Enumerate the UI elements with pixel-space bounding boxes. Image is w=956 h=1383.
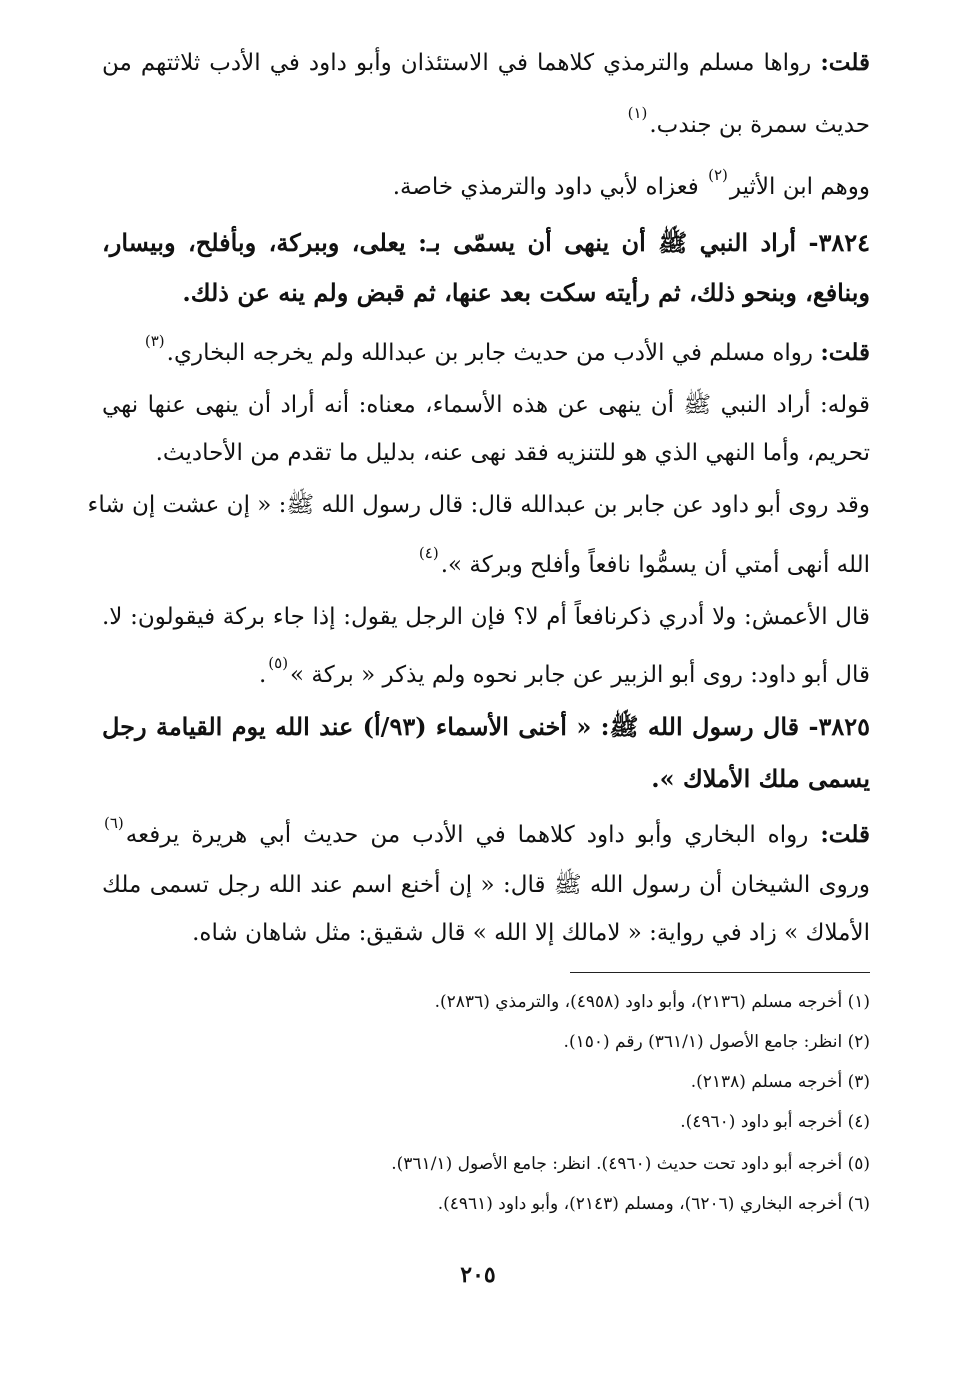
qult-label: قلت:	[820, 339, 870, 366]
hadith-3824-line-1	[102, 228, 870, 258]
body-text: الله أنهى أمتي أن يسمُّوا نافعاً وأفلح وبركة ».	[440, 552, 870, 578]
body-line-15	[102, 814, 870, 852]
footnote-separator	[570, 972, 870, 973]
body-text: وروى الشيخان أن رسول الله ﷺ قال: « إن أخنع اسم عند الله رجل تسمى ملك	[102, 872, 870, 898]
footnote-4: (٤) أخرجه أبو داود (٤٩٦٠).	[680, 1112, 870, 1132]
body-line-3	[102, 166, 870, 204]
body-text: قال أبو داود: روى أبو الزبير عن جابر نحوه ولم يذكر « بركة »	[290, 662, 870, 688]
footnote-ref: (٥)	[268, 654, 289, 672]
footnote-3: (٣) أخرجه مسلم (٢١٣٨).	[690, 1072, 870, 1092]
footnote-ref: (٢)	[708, 166, 728, 184]
footnote-2: (٢) انظر: جامع الأصول (٣٦١/١) رقم (١٥٠).	[563, 1032, 870, 1052]
hadith-text: يسمى ملك الأملاك ».	[651, 764, 870, 793]
body-text: حديث سمرة بن جندب.	[649, 112, 870, 138]
body-text: ووهم ابن الأثير	[729, 174, 870, 200]
body-text: رواه مسلم في الأدب من حديث جابر بن عبدالله ولم يخرجه البخاري.	[166, 340, 821, 366]
body-line-7	[102, 390, 870, 420]
body-line-16	[102, 870, 870, 900]
body-line-10	[102, 544, 870, 582]
body-line-8	[102, 438, 870, 468]
body-line-17	[102, 918, 870, 948]
body-text: فعزاه لأبي داود والترمذي خاصة.	[392, 174, 707, 200]
hadith-3825-line-2	[102, 764, 870, 794]
body-line-9	[87, 490, 870, 520]
footnote-ref: (٦)	[104, 814, 124, 832]
body-line-12	[102, 654, 870, 692]
body-text: رواها مسلم والترمذي كلاهما في الاستئذان وأبو داود في الأدب ثلاثتهم من	[102, 50, 821, 76]
hadith-3825-line-1	[102, 712, 870, 742]
qult-label: قلت:	[820, 49, 870, 76]
body-line-6	[102, 332, 870, 370]
body-text: الأملاك » زاد في رواية: « لامالك إلا الله » قال شقيق: مثل شاهان شاه.	[192, 920, 870, 946]
body-text: رواه البخاري وأبو داود كلاهما في الأدب من حديث أبي هريرة يرفعه	[125, 822, 821, 848]
footnote-6: (٦) أخرجه البخاري (٦٢٠٦)، ومسلم (٢١٤٣)، وأبو داود (٤٩٦١).	[437, 1194, 870, 1214]
body-line-2	[102, 104, 870, 142]
footnote-ref: (٣)	[144, 332, 165, 350]
hadith-3824-line-2	[102, 278, 870, 308]
hadith-text: ٣٨٢٤- أراد النبي ﷺ أن ينهى أن يسمّى بـ: يعلى، وببركة، وبأفلح، وبيسار،	[102, 228, 870, 257]
footnote-1: (١) أخرجه مسلم (٢١٣٦)، وأبو داود (٤٩٥٨)، والترمذي (٢٨٣٦).	[434, 992, 870, 1012]
footnote-5: (٥) أخرجه أبو داود تحت حديث (٤٩٦٠). انظر: جامع الأصول (٣٦١/١).	[391, 1154, 870, 1174]
body-line-1	[102, 48, 870, 78]
footnote-ref: (١)	[627, 104, 648, 122]
body-text: تحريم، وأما النهي الذي هو للتنزيه فقد نهى عنه، بدليل ما تقدم من الأحاديث.	[155, 440, 870, 466]
footnote-ref: (٤)	[418, 544, 439, 562]
body-text: وقد روى أبو داود عن جابر بن عبدالله قال: قال رسول الله ﷺ: « إن عشت إن شاء	[87, 492, 870, 518]
body-text: قوله: أراد النبي ﷺ أن ينهى عن هذه الأسماء، معناه: أنه أراد أن ينهى عنها نهي	[102, 392, 870, 418]
hadith-text: وبنافع، وبنحو ذلك، ثم رأيته سكت بعد عنها، ثم قبض ولم ينه عن ذلك.	[182, 278, 870, 307]
body-text: .	[258, 662, 267, 688]
qult-label: قلت:	[820, 821, 870, 848]
body-line-11	[102, 602, 870, 632]
hadith-text: ٣٨٢٥- قال رسول الله ﷺ: « أخنى الأسماء (٩٣/أ) عند الله يوم القيامة رجل	[102, 712, 870, 741]
body-text: قال الأعمش: ولا أدري ذكرنافعاً أم لا؟ فإن الرجل يقول: إذا جاء بركة فيقولون: لا.	[102, 604, 870, 630]
page-number: ٢٠٥	[460, 1262, 496, 1288]
